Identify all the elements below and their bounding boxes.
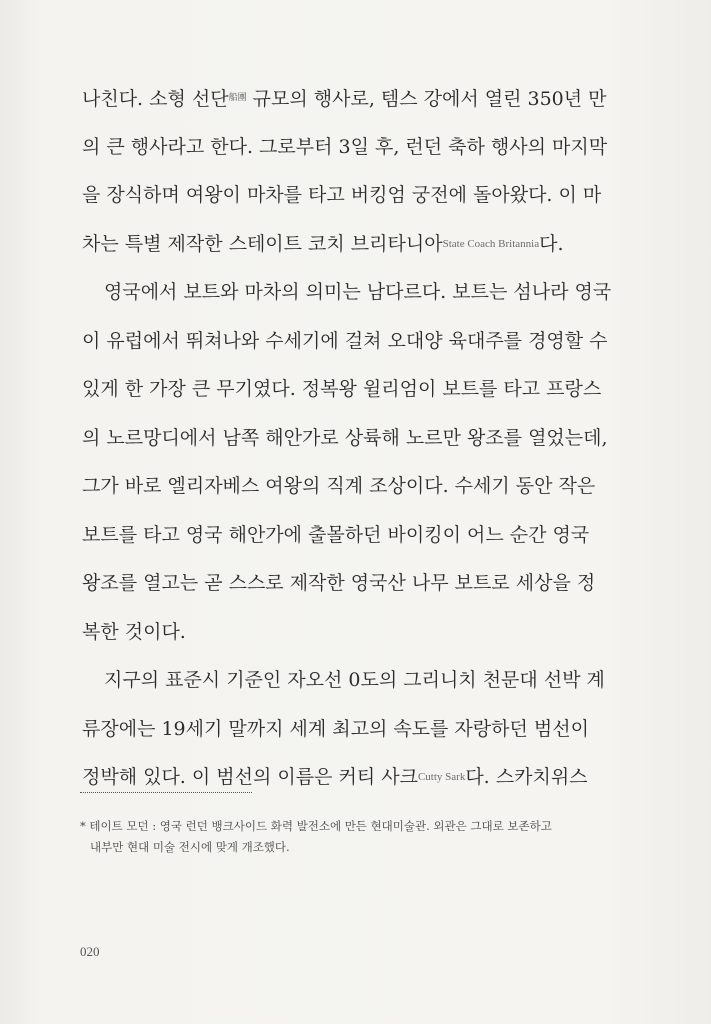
text-line: 을 장식하며 여왕이 마차를 타고 버킹엄 궁전에 돌아왔다. 이 마 xyxy=(82,184,602,206)
text-line: 보트를 타고 영국 해안가에 출몰하던 바이킹이 어느 순간 영국 xyxy=(82,523,590,546)
footnote-divider xyxy=(80,792,252,793)
text-line: 왕조를 열고는 곧 스스로 제작한 영국산 나무 보트로 세상을 정 xyxy=(82,572,596,594)
footnote-line: * 테이트 모던 : 영국 런던 뱅크사이드 화력 발전소에 만든 현대미술관. 외관은 그대로 보존하고 xyxy=(80,819,552,833)
footnote-line: 내부만 현대 미술 전시에 맞게 개조했다. xyxy=(90,840,290,854)
text-line: 지구의 표준시 기준인 자오선 0도의 그리니치 천문대 선박 계 xyxy=(104,669,605,691)
text-line: 나친다. 소형 선단$^{船團}$ 규모의 행사로, 템스 강에서 열린 350년 만 xyxy=(82,88,607,110)
hanja-annotation: 船團 xyxy=(228,93,247,103)
text-line: 차는 특별 제작한 스테이트 코치 브리타니아State Coach Britannia다. xyxy=(82,232,564,255)
text-line: 영국에서 보트와 마차의 의미는 남다르다. 보트는 섬나라 영국 xyxy=(104,281,612,303)
text-line: 이 유럽에서 뛰쳐나와 수세기에 걸쳐 오대양 육대주를 경영할 수 xyxy=(82,329,608,352)
english-annotation: State Coach Britannia xyxy=(442,237,540,250)
body-text xyxy=(82,74,642,802)
text-line: 류장에는 19세기 말까지 세계 최고의 속도를 자랑하던 범선이 xyxy=(82,717,589,740)
english-annotation: Cutty Sark xyxy=(417,771,466,783)
text-line: 복한 것이다. xyxy=(82,620,186,643)
text-line: 의 큰 행사라고 한다. 그로부터 3일 후, 런던 축하 행사의 마지막 xyxy=(82,135,608,158)
text-line: 그가 바로 엘리자베스 여왕의 직계 조상이다. 수세기 동안 작은 xyxy=(82,475,596,497)
footnote xyxy=(80,816,640,858)
text-line: 있게 한 가장 큰 무기였다. 정복왕 윌리엄이 보트를 타고 프랑스 xyxy=(82,378,602,400)
page-number: 020 xyxy=(80,944,100,959)
text-line: 정박해 있다. 이 범선의 이름은 커티 사크Cutty Sark다. 스카치위스 xyxy=(82,766,588,788)
text-line: 의 노르망디에서 남쪽 해안가로 상륙해 노르만 왕조를 열었는데, xyxy=(82,426,608,449)
